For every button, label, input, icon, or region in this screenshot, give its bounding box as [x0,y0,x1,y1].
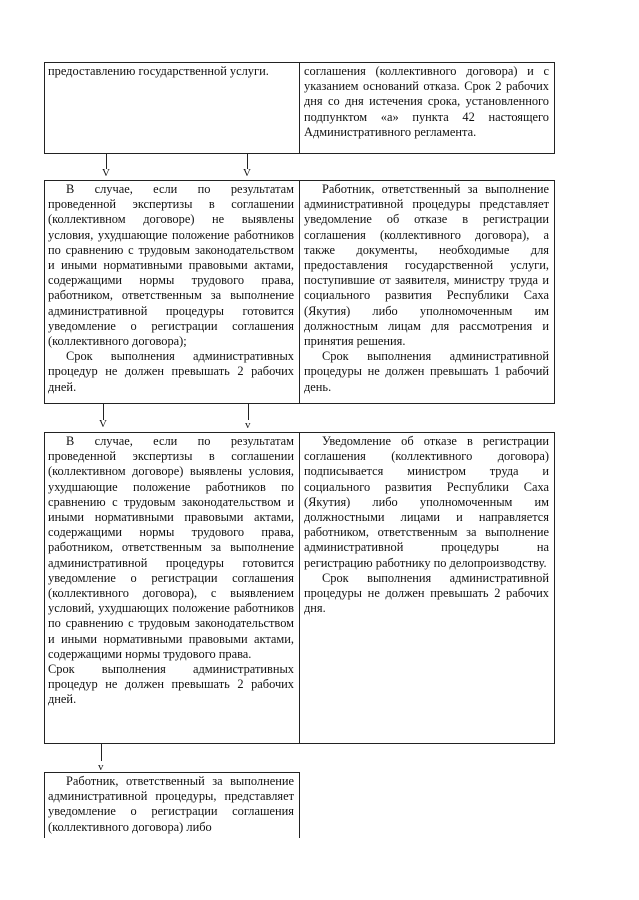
arrow-tip: V [102,167,110,179]
row2-left-text [48,182,294,395]
row2-right-paragraph-1: Работник, ответственный за выполнение административной процедуры представляет уведомление об отказе в регистрации соглашения (коллективного договора), а также документы, необходимые для предоставления государственной услуги, поступившие от заявителя, министру труда и социального развития Республики Саха (Якутия) либо уполномоченным им должностным лицам для рассмотрения и принятия решения. [304,182,549,349]
row3-left-text [48,434,294,708]
row3-right-paragraph-2: Срок выполнения административной процедуры не должен превышать 2 рабочих дня. [304,570,549,616]
row1-right-text: соглашения (коллективного договора) и с указанием оснований отказа. Срок 2 рабочих дня со дня истечения срока, установленного подпунктом «а» пункта 42 настоящего Административного регламента. [304,64,549,139]
row2-right-paragraph-2: Срок выполнения административной процедуры не должен превышать 1 рабочий день. [304,349,549,394]
row2-right-text [304,182,549,395]
row3-right-text [304,434,549,616]
row3-left-paragraph-2: Срок выполнения административных процедур не должен превышать 2 рабочих дней. [48,662,294,707]
row1-left-text: предоставлению государственной услуги. [48,64,269,78]
arrow-tip: v [245,419,251,431]
arrow-tip: V [243,167,251,179]
row4-left-text: Работник, ответственный за выполнение административной процедуры, представляет уведомление о регистрации соглашения (коллективного договора) либо [48,774,294,834]
row2-left-paragraph-2: Срок выполнения административных процедур не должен превышать 2 рабочих дней. [48,349,294,394]
arrow-tip: V [99,418,107,430]
row2-left-paragraph-1: В случае, если по результатам проведенной экспертизы в соглашении (коллективном договоре) не выявлены условия, ухудшающие положение работников по сравнению с трудовым законодательством и иными нормативными правовыми актами, содержащими нормы трудового права, работником, ответственным за выполнение административной процедуры готовится уведомление о регистрации соглашения (коллективного договора); [48,182,294,349]
row3-right-paragraph-1: Уведомление об отказе в регистрации соглашения (коллективного договора) подписывается министром труда и социального развития Республики Саха (Якутия) либо уполномоченным им должностными лицами и направляется работником, ответственным за выполнение административной процедуры на регистрацию работнику по делопроизводству. [304,434,549,570]
row3-left-paragraph-1: В случае, если по результатам проведенной экспертизы в соглашении (коллективном договоре) выявлены условия, ухудшающие положение работников по сравнению с трудовым законодательством и иными нормативными правовыми актами, содержащими нормы трудового права, работником, ответственным за выполнение административной процедуры готовится уведомление о регистрации соглашения (коллективного договора), с выявлением условий, ухудшающих положение работников по сравнению с трудовым законодательством и иными нормативными правовыми актами, содержащими нормы трудового права. [48,434,294,661]
arrow-tip: v [98,761,104,773]
